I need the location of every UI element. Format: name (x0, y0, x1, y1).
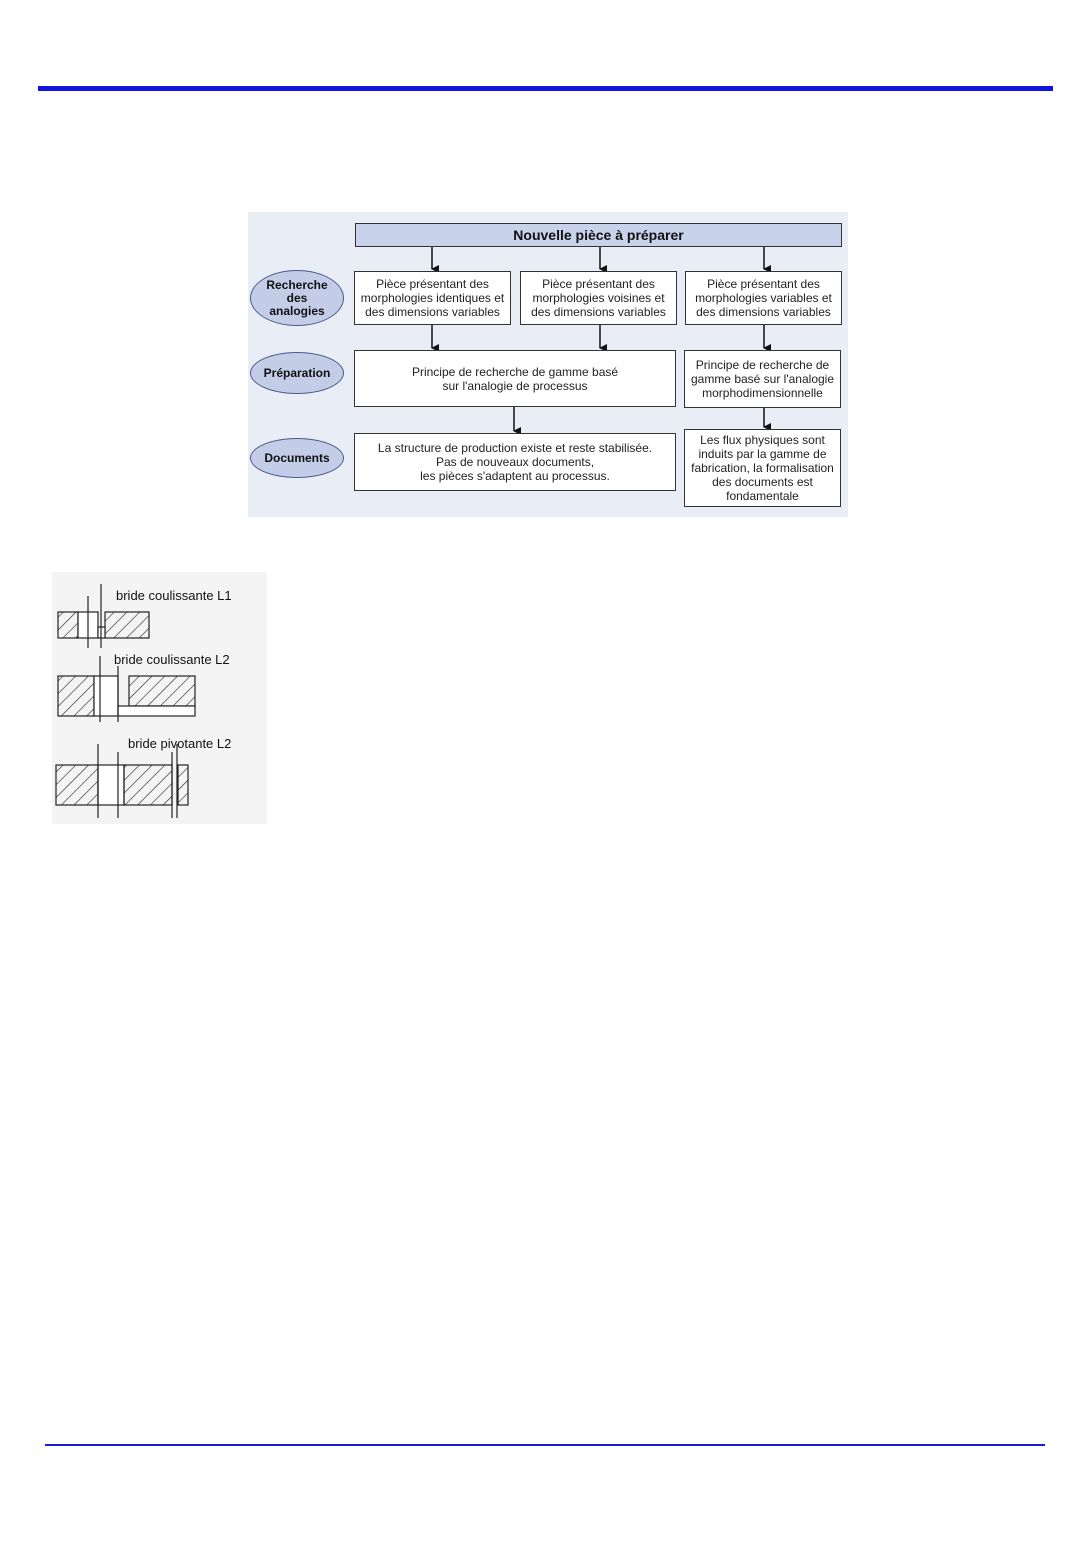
flange-label-l1: bride coulissante L1 (116, 588, 232, 603)
prep-process-analogy: Principe de recherche de gamme basé sur l'analogie de processus (354, 350, 676, 407)
process-diagram (248, 212, 848, 517)
new-part-header: Nouvelle pièce à préparer (355, 223, 842, 247)
flange-sections (52, 572, 267, 824)
flange-label-l2: bride coulissante L2 (114, 652, 230, 667)
analogy-similar: Pièce présentant des morphologies voisines et des dimensions variables (520, 271, 677, 325)
analogy-identical: Pièce présentant des morphologies identiques et des dimensions variables (354, 271, 511, 325)
analogy-variable: Pièce présentant des morphologies variables et des dimensions variables (685, 271, 842, 325)
footer-rule (45, 1444, 1045, 1446)
row-label-analogies: Recherche des analogies (250, 270, 344, 326)
flange-pivot-section (56, 744, 188, 818)
row-label-documents: Documents (250, 438, 344, 478)
prep-morphodimensional: Principe de recherche de gamme basé sur l'analogie morphodimensionnelle (684, 350, 841, 408)
row-label-preparation: Préparation (250, 352, 344, 394)
header-rule (38, 86, 1053, 91)
doc-stable-structure: La structure de production existe et reste stabilisée. Pas de nouveaux documents, les pièces s'adaptent au processus. (354, 433, 676, 491)
doc-physical-flows: Les flux physiques sont induits par la gamme de fabrication, la formalisation des documents est fondamentale (684, 429, 841, 507)
flange-drawings (52, 572, 267, 824)
flange-label-pivot: bride pivotante L2 (128, 736, 232, 751)
